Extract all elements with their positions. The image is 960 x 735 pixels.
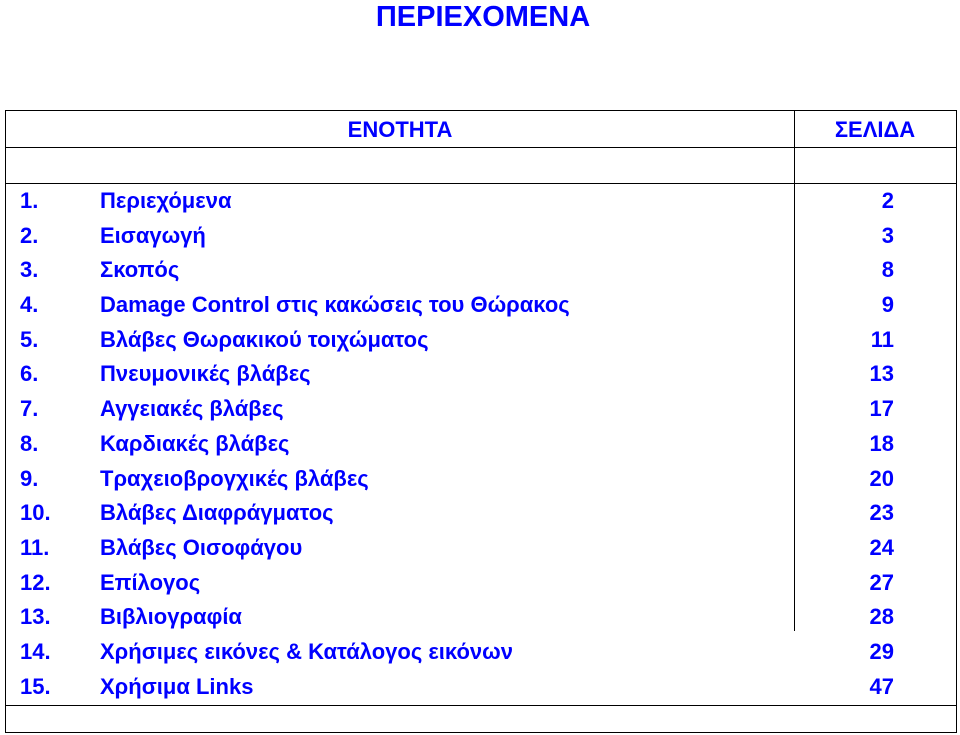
entry-label: Βλάβες Οισοφάγου xyxy=(100,534,303,560)
entry-label: Τραχειοβρογχικές βλάβες xyxy=(100,465,369,491)
entry-page: 23 xyxy=(869,500,894,526)
divider xyxy=(6,147,956,148)
entry-number: 3. xyxy=(20,257,39,283)
table-row xyxy=(6,670,956,705)
entry-number: 4. xyxy=(20,292,39,318)
table-row xyxy=(6,427,956,462)
entry-number: 10. xyxy=(20,500,51,526)
entry-page: 29 xyxy=(869,638,894,664)
entry-label: Εισαγωγή xyxy=(100,222,206,248)
table-row xyxy=(6,566,956,601)
entry-label: Damage Control στις κακώσεις του Θώρακος xyxy=(100,292,570,318)
entry-number: 9. xyxy=(20,465,39,491)
table-row xyxy=(6,357,956,392)
entry-page: 24 xyxy=(869,534,894,560)
entry-label: Πνευμονικές βλάβες xyxy=(100,361,311,387)
entry-number: 6. xyxy=(20,361,39,387)
column-header-page: ΣΕΛΙΔΑ xyxy=(834,117,916,142)
entry-page: 8 xyxy=(881,257,894,283)
column-header-section: ΕΝΟΤΗΤΑ xyxy=(347,117,453,142)
divider xyxy=(6,705,956,706)
table-row xyxy=(6,288,956,323)
entry-number: 1. xyxy=(20,188,39,213)
entry-number: 14. xyxy=(20,638,51,664)
page-title: ΠΕΡΙΕΧΟΜΕΝΑ xyxy=(375,1,591,33)
entry-page: 2 xyxy=(881,188,894,213)
entry-number: 8. xyxy=(20,430,39,456)
entry-page: 3 xyxy=(881,222,894,248)
entry-number: 12. xyxy=(20,569,51,595)
entry-page: 18 xyxy=(869,430,894,456)
entry-label: Χρήσιμα Links xyxy=(100,673,254,699)
toc-table xyxy=(5,110,957,733)
entry-page: 11 xyxy=(870,326,894,352)
entry-page: 9 xyxy=(881,292,894,318)
entry-label: Επίλογος xyxy=(100,569,201,595)
entry-number: 11. xyxy=(20,534,50,560)
entry-label: Βιβλιογραφία xyxy=(100,604,242,630)
entry-label: Καρδιακές βλάβες xyxy=(100,430,290,456)
table-row xyxy=(6,253,956,288)
table-row xyxy=(6,496,956,531)
entry-page: 47 xyxy=(869,673,894,699)
entry-page: 17 xyxy=(869,396,894,422)
entry-number: 2. xyxy=(20,222,39,248)
entry-page: 20 xyxy=(869,465,894,491)
entry-page: 27 xyxy=(869,569,894,595)
entry-number: 5. xyxy=(20,326,39,352)
entry-number: 7. xyxy=(20,396,39,422)
table-row xyxy=(6,392,956,427)
entry-label: Περιεχόμενα xyxy=(100,188,232,213)
entry-page: 13 xyxy=(869,361,894,387)
entry-page: 28 xyxy=(869,604,894,630)
toc-rows xyxy=(6,184,956,704)
table-row xyxy=(6,323,956,358)
table-row xyxy=(6,531,956,566)
table-row xyxy=(6,600,956,635)
table-row xyxy=(6,219,956,254)
entry-label: Βλάβες Θωρακικού τοιχώματος xyxy=(100,326,429,352)
entry-number: 15. xyxy=(20,673,51,699)
table-row xyxy=(6,635,956,670)
entry-label: Χρήσιμες εικόνες & Κατάλογος εικόνων xyxy=(100,638,513,664)
table-row xyxy=(6,184,956,219)
entry-label: Αγγειακές βλάβες xyxy=(100,396,284,422)
table-row xyxy=(6,462,956,497)
entry-number: 13. xyxy=(20,604,51,630)
entry-label: Βλάβες Διαφράγματος xyxy=(100,500,334,526)
entry-label: Σκοπός xyxy=(100,257,180,283)
